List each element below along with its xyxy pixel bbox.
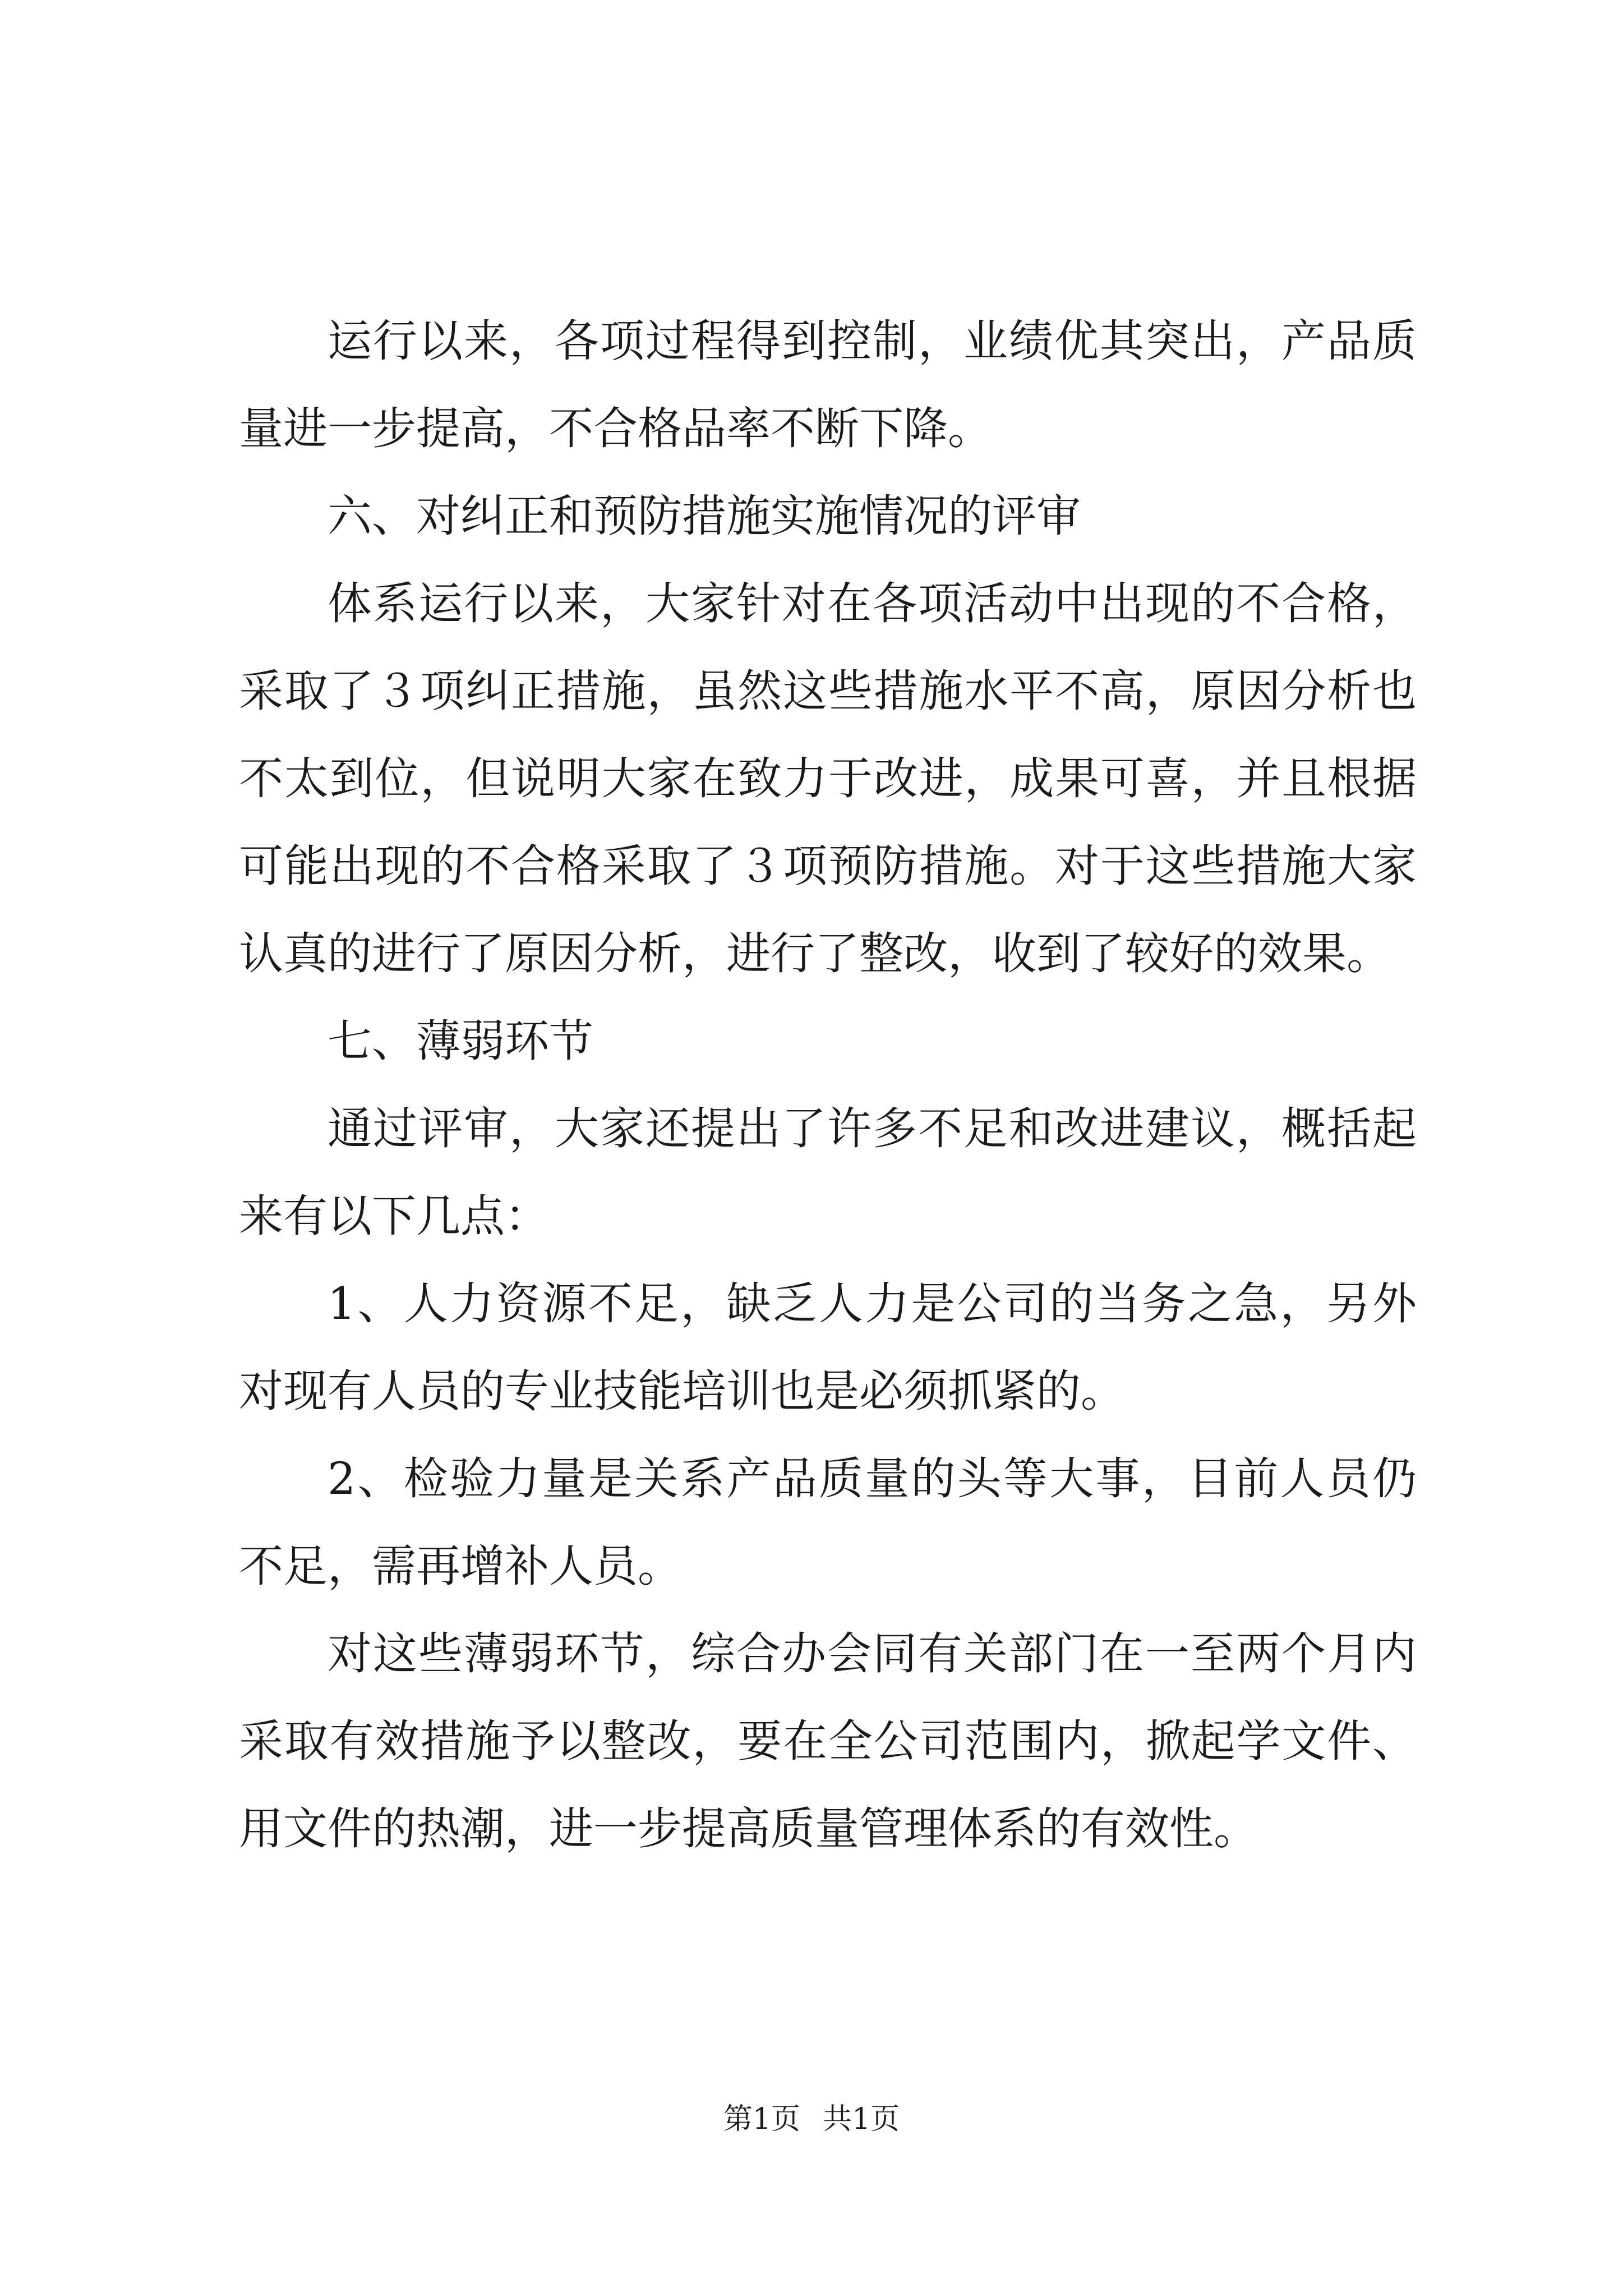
document-body: [239, 297, 1417, 1872]
paragraph-conclusion: 对这些薄弱环节，综合办会同有关部门在一至两个月内采取有效措施予以整改，要在全公司范围内，掀起学文件、用文件的热潮，进一步提高质量管理体系的有效性。: [239, 1628, 1417, 1855]
page-footer: [0, 2097, 1623, 2142]
paragraph-corrective-actions: 体系运行以来，大家针对在各项活动中出现的不合格，采取了３项纠正措施，虽然这些措施水平不高，原因分析也不太到位，但说明大家在致力于改进，成果可喜，并且根据可能出现的不合格采取了３项预防措施。对于这些措施大家认真的进行了原因分析，进行了整改，收到了较好的效果。: [239, 578, 1417, 979]
list-item-2: 2、检验力量是关系产品质量的头等大事，目前人员仍不足，需再增补人员。: [239, 1453, 1417, 1592]
heading-section-seven: 七、薄弱环节: [328, 1015, 593, 1067]
list-item-1: 1、人力资源不足，缺乏人力是公司的当务之急，另外对现有人员的专业技能培训也是必须抓紧的。: [239, 1278, 1417, 1417]
page-number-current: 第1页: [723, 2102, 800, 2136]
paragraph-review-summary: 通过评审，大家还提出了许多不足和改进建议，概括起来有以下几点：: [239, 1103, 1417, 1242]
page-number-total: 共1页: [823, 2102, 900, 2136]
paragraph-intro: 运行以来，各项过程得到控制，业绩优其突出，产品质量进一步提高，不合格品率不断下降。: [239, 315, 1417, 454]
heading-section-six: 六、对纠正和预防措施实施情况的评审: [328, 490, 1081, 542]
